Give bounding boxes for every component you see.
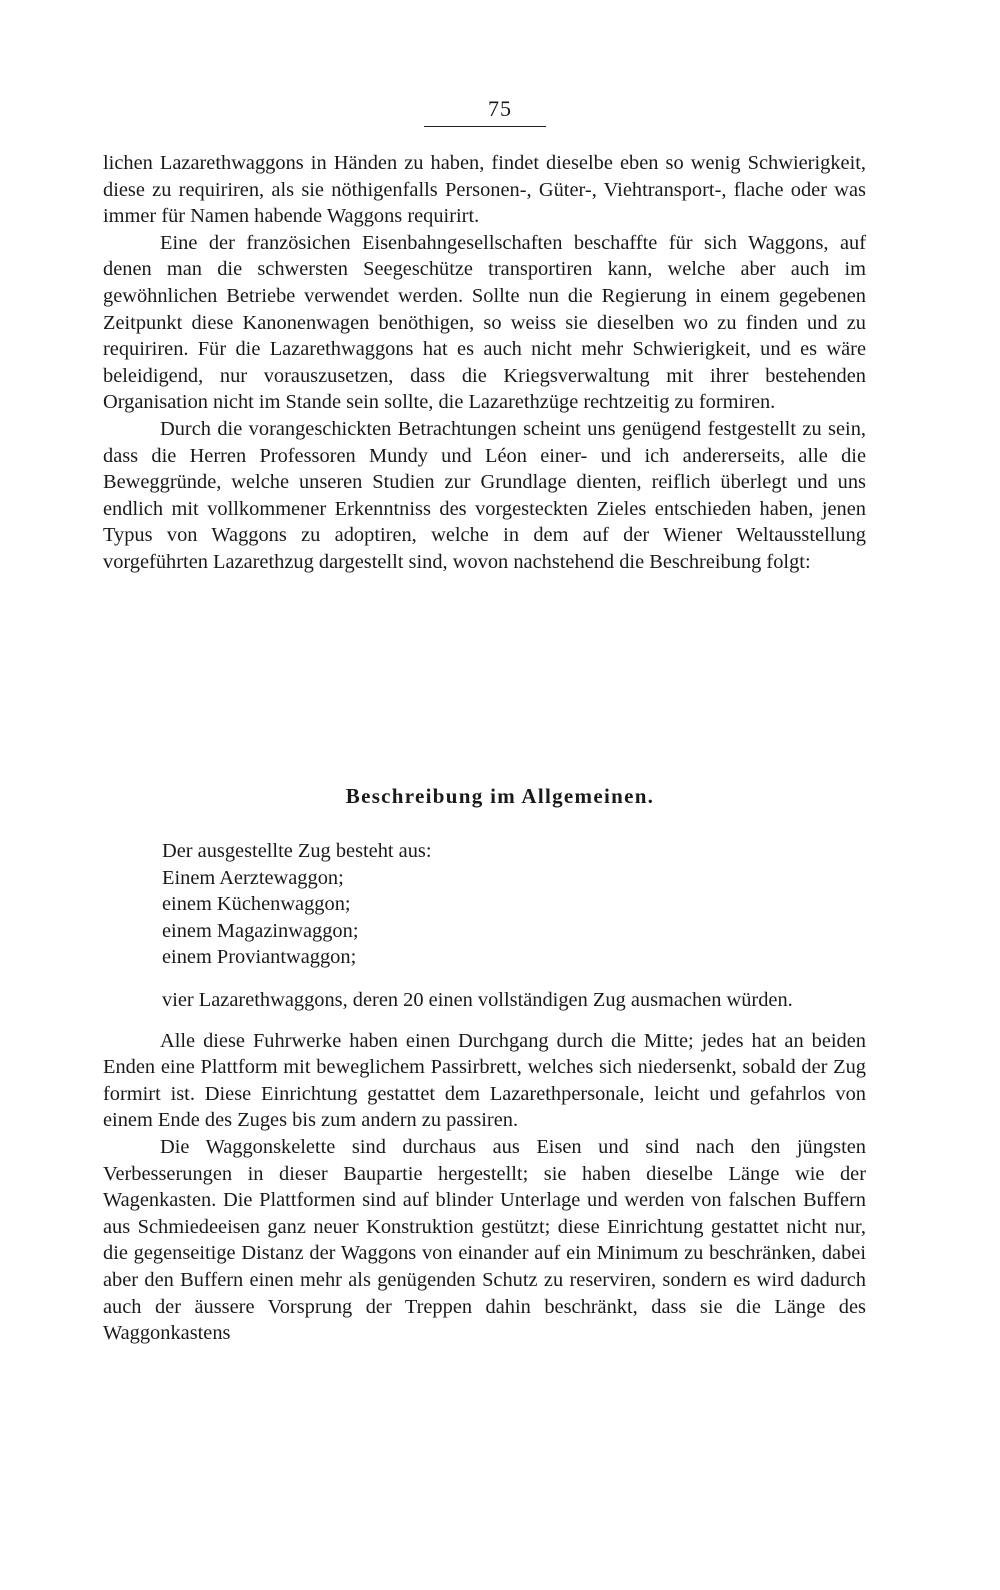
page-number: 75: [488, 96, 512, 121]
section-heading: Beschreibung im Allgemeinen.: [345, 784, 655, 808]
list-continuation: vier Lazarethwaggons, deren 20 einen vollständigen Zug ausmachen würden.: [162, 989, 793, 1011]
list-item: einem Proviantwaggon;: [162, 946, 357, 969]
train-composition-list: [162, 838, 862, 971]
paragraph-continued: lichen Lazarethwaggons in Händen zu haben, findet dieselbe eben so wenig Schwierigkeit, diese zu requiriren, als sie nöthigenfalls Personen-, Güter-, Viehtransport-, flache oder was immer für Namen habende Waggons requirirt.: [103, 152, 866, 228]
list-item: Einem Aerztewaggon;: [162, 866, 344, 889]
paragraph: Alle diese Fuhrwerke haben einen Durchgang durch die Mitte; jedes hat an beiden Enden eine Plattform mit beweglichem Passirbrett, welches sich niedersenkt, sobald der Zug formirt ist. Diese Einrichtung gestattet dem Lazarethpersonale, leicht und gefahrlos von einem Ende des Zuges bis zum andern zu passiren.: [103, 1029, 866, 1132]
paragraph: Die Waggonskelette sind durchaus aus Eisen und sind nach den jüngsten Verbesserungen in dieser Baupartie hergestellt; sie haben dieselbe Länge wie der Wagenkasten. Die Plattformen sind auf blinder Unterlage und werden von falschen Buffern aus Schmiedeeisen ganz neuer Konstruktion gestützt; diese Einrichtung gestattet nicht nur, die gegenseitige Distanz der Waggons von einander auf ein Minimum zu beschränken, dabei aber den Buffern einen mehr als genügenden Schutz zu reserviren, sondern es wird dadurch auch der äussere Vorsprung der Treppen dahin beschränkt, dass sie die Länge des Waggonkastens: [103, 1135, 866, 1345]
list-item: einem Küchenwaggon;: [162, 893, 351, 916]
body-text-bottom: [103, 987, 866, 1347]
list-item: einem Magazinwaggon;: [162, 919, 359, 942]
paragraph: Durch die vorangeschickten Betrachtungen scheint uns genügend festgestellt zu sein, dass die Herren Professoren Mundy und Léon einer- und ich andererseits, alle die Beweggründe, welche unseren Studien zur Grundlage dienten, reiflich überlegt und uns endlich mit vollkommener Erkenntniss des vorgesteckten Zieles entschieden haben, jenen Typus von Waggons zu adoptiren, welche in dem auf der Wiener Weltausstellung vorgeführten Lazarethzug dargestellt sind, wovon nachstehend die Beschreibung folgt:: [103, 417, 866, 573]
body-text-top: [103, 150, 866, 576]
paragraph: Eine der französichen Eisenbahngesellschaften beschaffte für sich Waggons, auf denen man die schwersten Seegeschütze transportiren kann, welche aber auch im gewöhnlichen Betriebe verwendet werden. Sollte nun die Regierung in einem gegebenen Zeitpunkt diese Kanonenwagen benöthigen, so weiss sie dieselben wo zu finden und zu requiriren. Für die Lazarethwaggons hat es auch nicht mehr Schwierigkeit, und es wäre beleidigend, nur vorauszusetzen, dass die Kriegsverwaltung mit ihrer bestehenden Organisation nicht im Stande sein sollte, die Lazarethzüge rechtzeitig zu formiren.: [103, 231, 866, 414]
page-number-rule: [424, 126, 546, 127]
list-intro: Der ausgestellte Zug besteht aus:: [162, 840, 432, 862]
